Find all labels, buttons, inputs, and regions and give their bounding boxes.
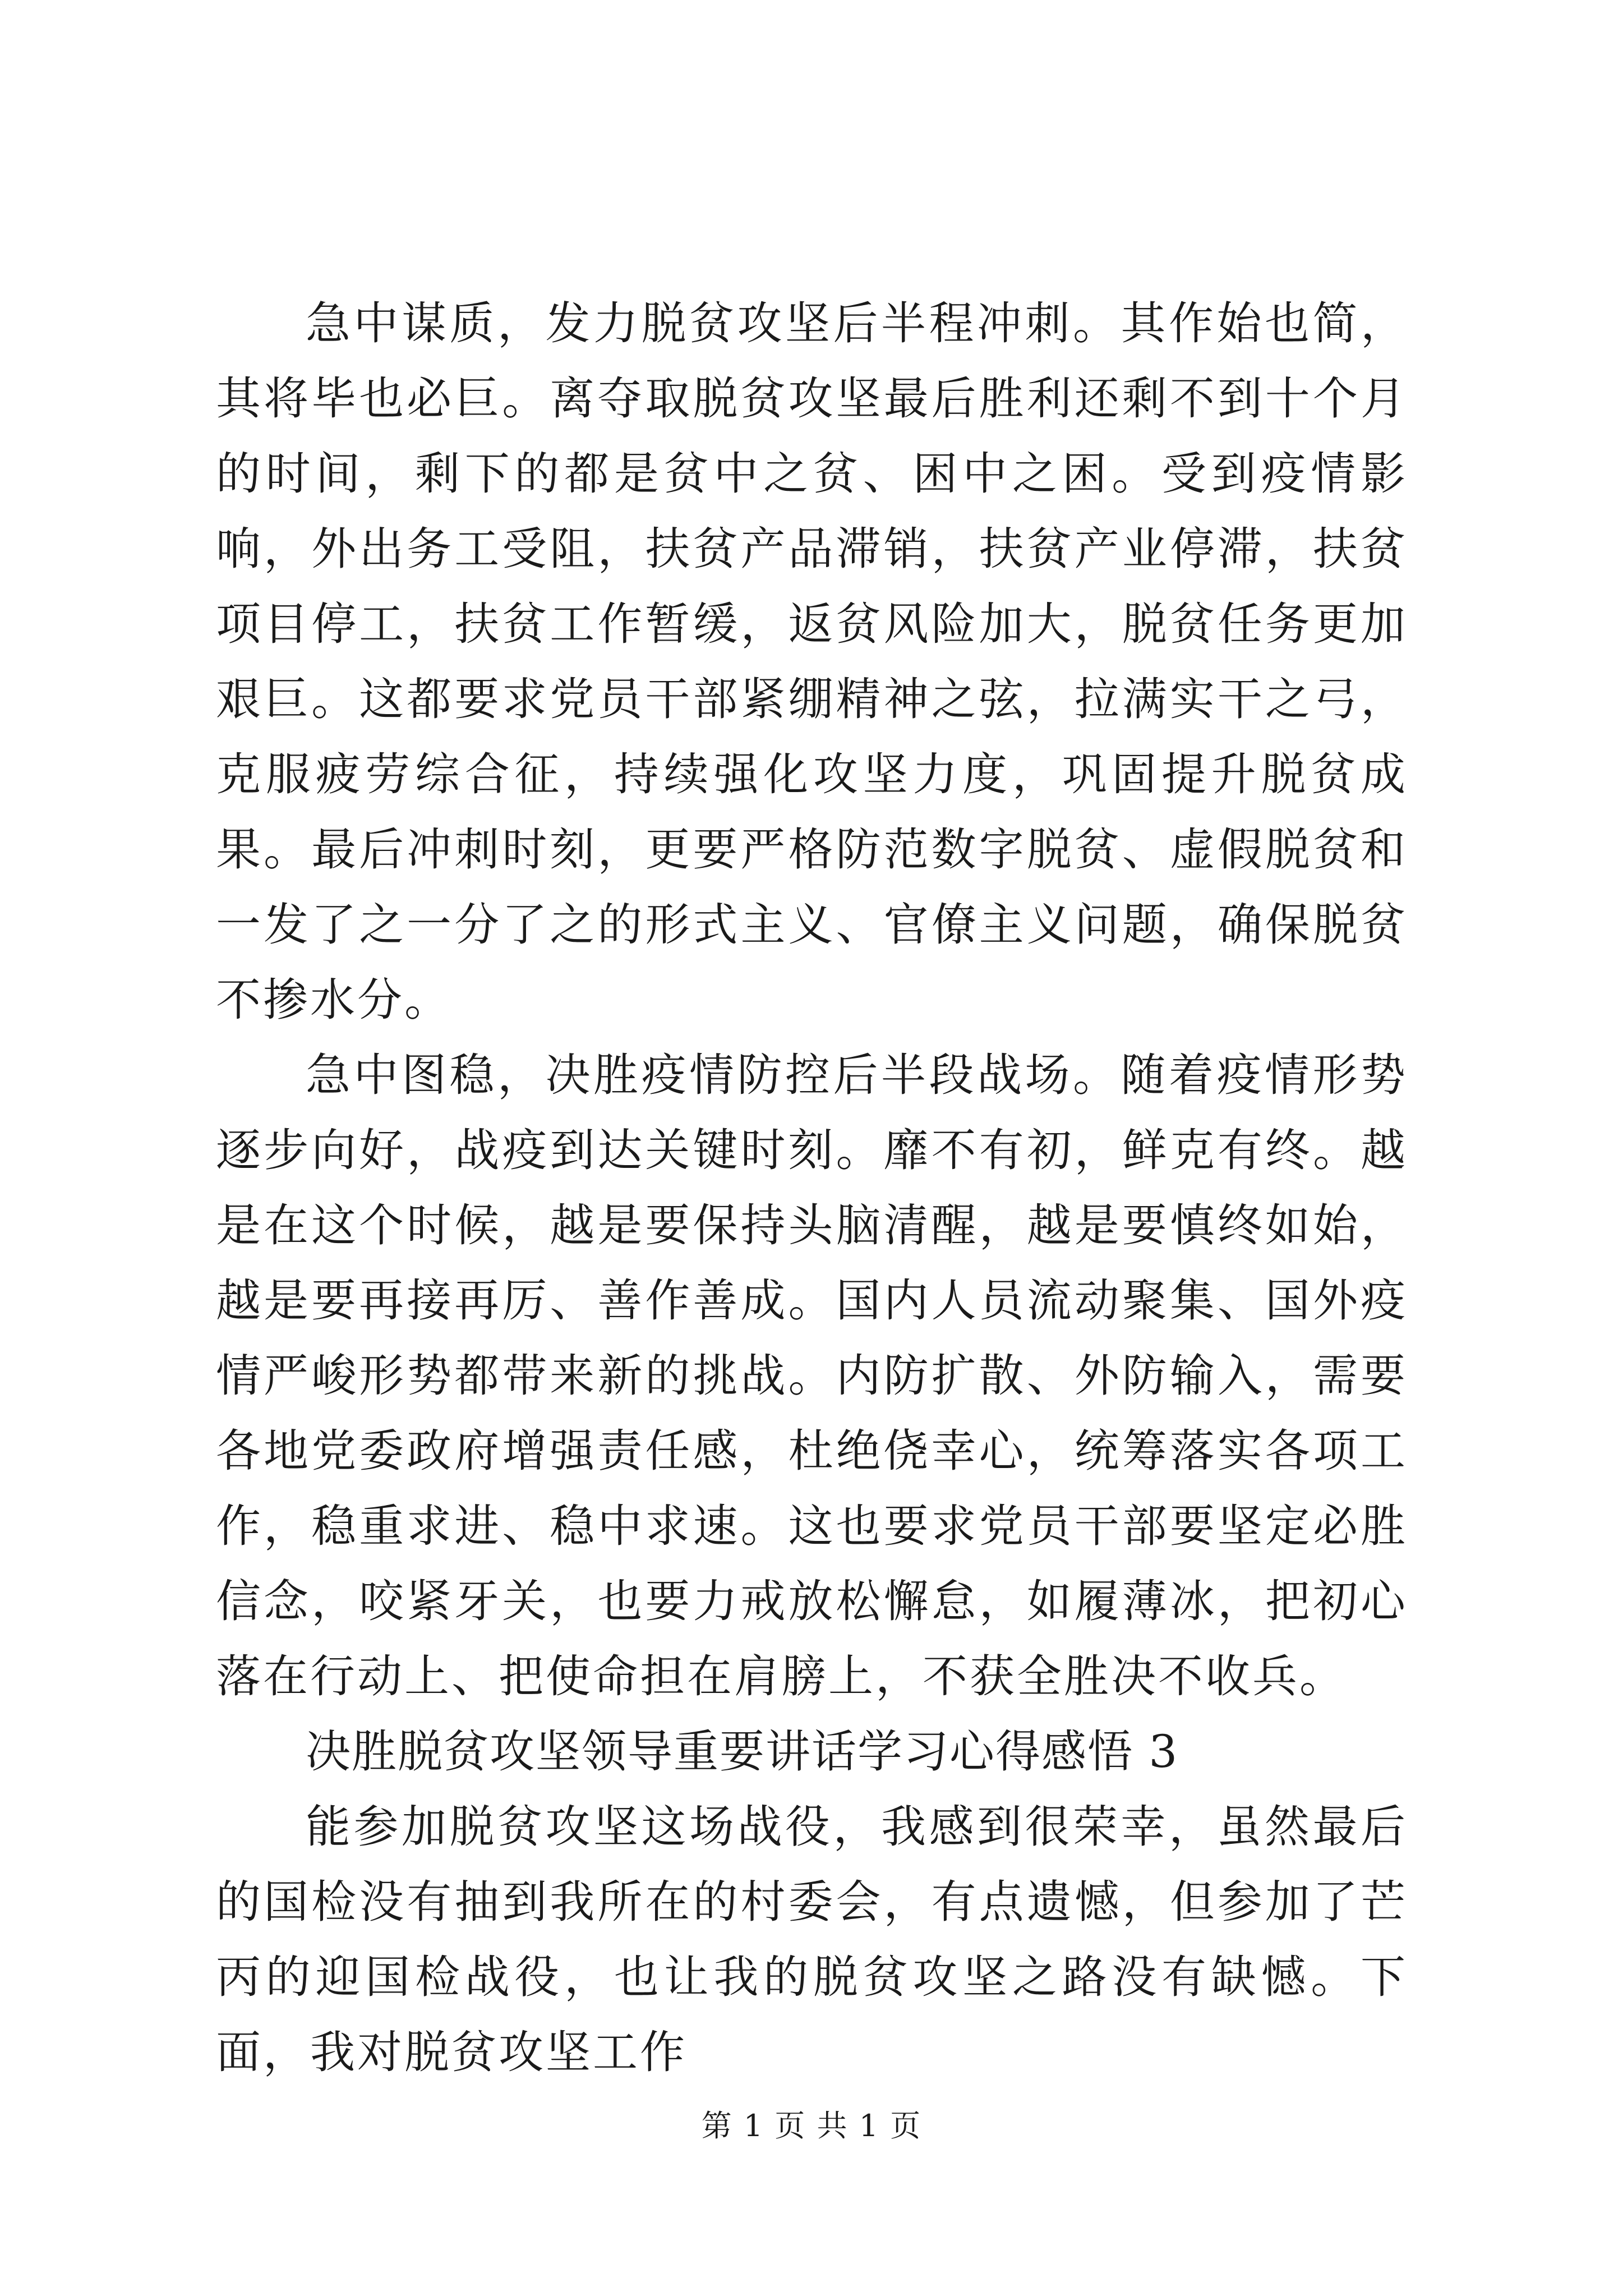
paragraph-reflection: 能参加脱贫攻坚这场战役，我感到很荣幸，虽然最后的国检没有抽到我所在的村委会，有点遗憾，但参加了芒丙的迎国检战役，也让我的脱贫攻坚之路没有缺憾。下面，我对脱贫攻坚工作 (216, 1801, 1408, 2078)
paragraph-poverty-sprint: 急中谋质，发力脱贫攻坚后半程冲刺。其作始也简，其将毕也必巨。离夺取脱贫攻坚最后胜利还剩不到十个月的时间，剩下的都是贫中之贫、困中之困。受到疫情影响，外出务工受阻，扶贫产品滞销，扶贫产业停滞，扶贫项目停工，扶贫工作暂缓，返贫风险加大，脱贫任务更加艰巨。这都要求党员干部紧绷精神之弦，拉满实干之弓，克服疲劳综合征，持续强化攻坚力度，巩固提升脱贫成果。最后冲刺时刻，更要严格防范数字脱贫、虚假脱贫和一发了之一分了之的形式主义、官僚主义问题，确保脱贫不掺水分。 (216, 297, 1408, 1026)
document-body (216, 286, 1408, 2090)
section-heading: 决胜脱贫攻坚领导重要讲话学习心得感悟 3 (306, 1726, 1179, 1778)
paragraph-epidemic-control: 急中图稳，决胜疫情防控后半段战场。随着疫情形势逐步向好，战疫到达关键时刻。靡不有初，鲜克有终。越是在这个时候，越是要保持头脑清醒，越是要慎终如始，越是要再接再厉、善作善成。国内人员流动聚集、国外疫情严峻形势都带来新的挑战。内防扩散、外防输入，需要各地党委政府增强责任感，杜绝侥幸心，统筹落实各项工作，稳重求进、稳中求速。这也要求党员干部要坚定必胜信念，咬紧牙关，也要力戒放松懈怠，如履薄冰，把初心落在行动上、把使命担在肩膀上，不获全胜决不收兵。 (216, 1049, 1408, 1703)
page-footer: 第 1 页 共 1 页 (701, 2108, 922, 2143)
